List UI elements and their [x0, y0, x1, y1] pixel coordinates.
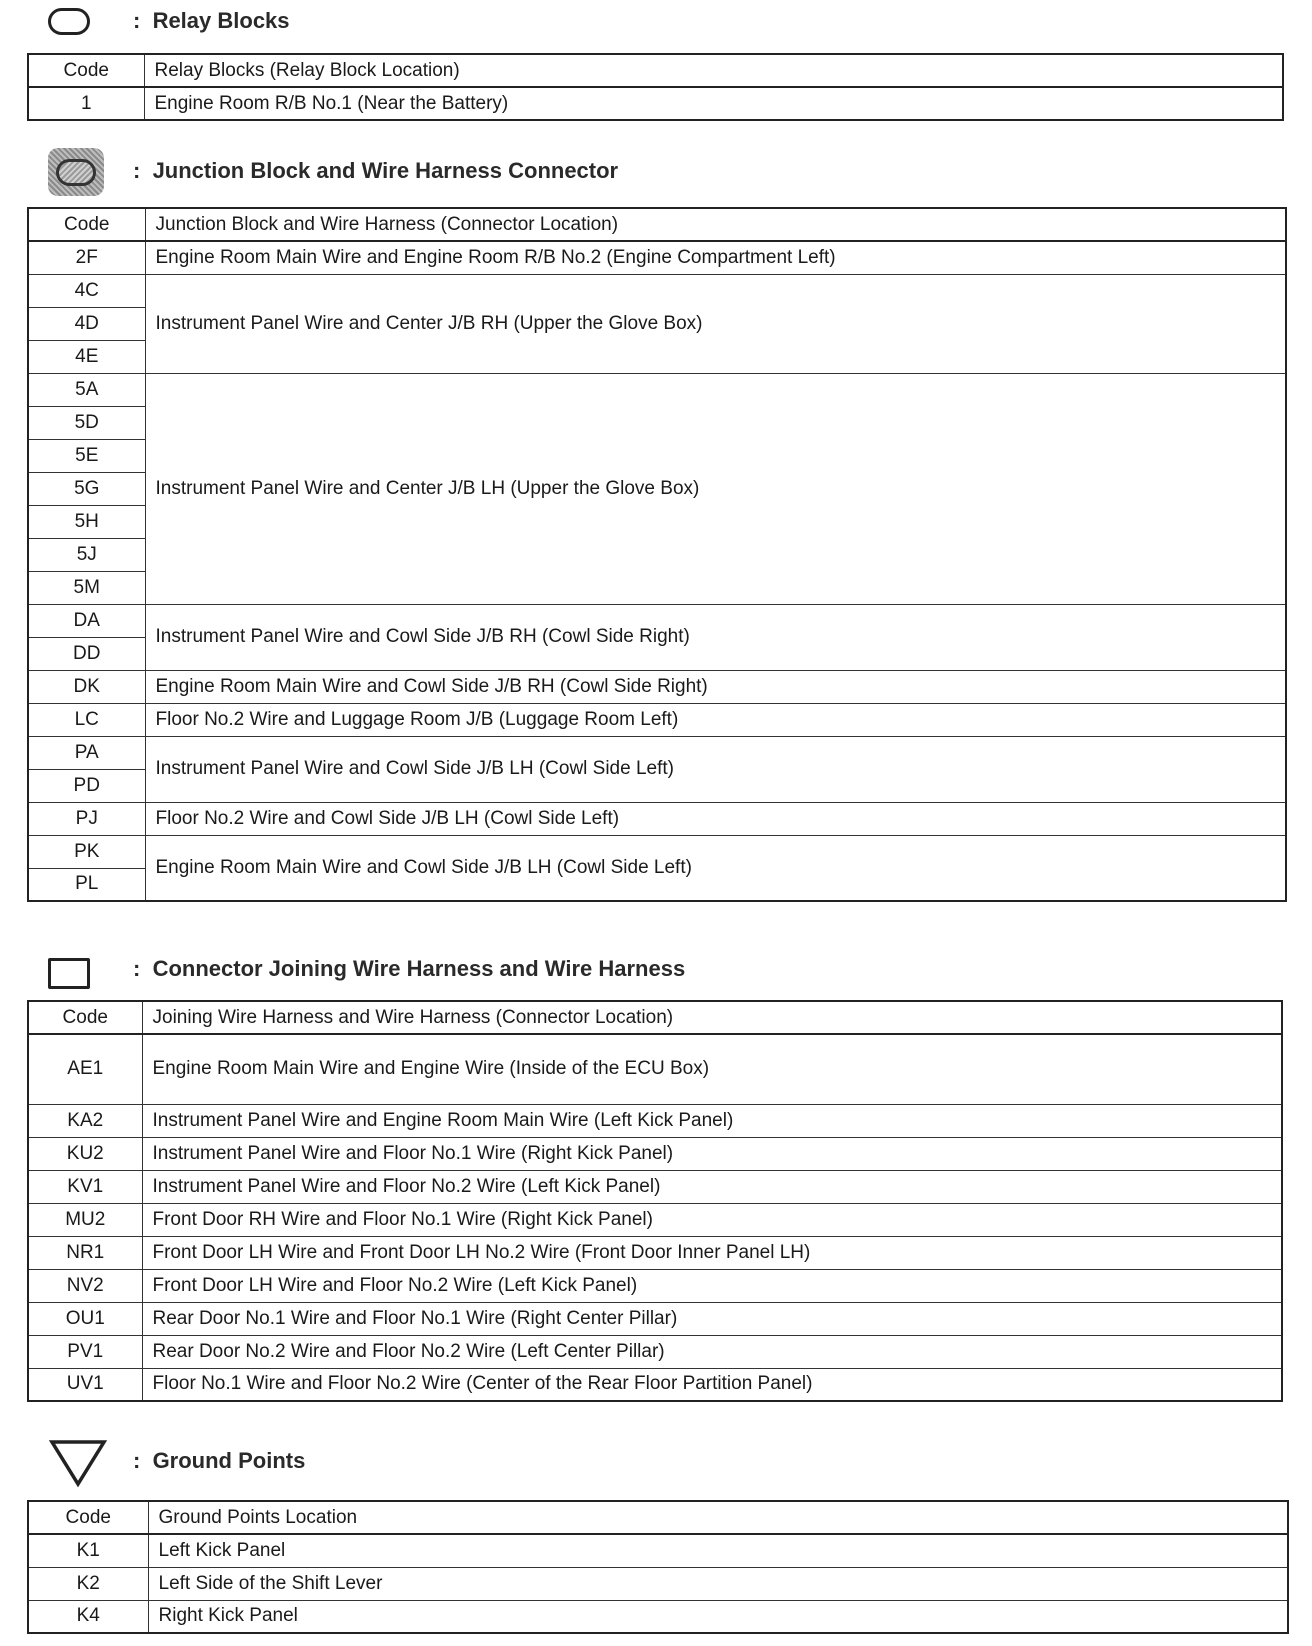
code-cell: 5J [28, 538, 145, 571]
code-cell: 4E [28, 340, 145, 373]
junction-block-table [27, 207, 1287, 902]
code-cell: AE1 [28, 1034, 142, 1104]
table-row [28, 1302, 1282, 1335]
description-cell: Left Kick Panel [148, 1534, 1288, 1567]
description-cell: Engine Room R/B No.1 (Near the Battery) [144, 87, 1283, 120]
table-row [28, 1567, 1288, 1600]
rectangle-outline-icon [48, 958, 90, 989]
table-row [28, 274, 1286, 307]
code-cell: 5E [28, 439, 145, 472]
section-heading-relay-blocks [0, 0, 1312, 44]
description-cell: Rear Door No.2 Wire and Floor No.2 Wire (Left Center Pillar) [142, 1335, 1282, 1368]
section-title: : Connector Joining Wire Harness and Wire Harness [133, 956, 686, 981]
code-cell: KA2 [28, 1104, 142, 1137]
code-cell: DD [28, 637, 145, 670]
connector-joining-table [27, 1000, 1283, 1402]
description-cell: Right Kick Panel [148, 1600, 1288, 1633]
code-cell: 4D [28, 307, 145, 340]
description-cell: Floor No.2 Wire and Luggage Room J/B (Luggage Room Left) [145, 703, 1286, 736]
code-cell: MU2 [28, 1203, 142, 1236]
table-row [28, 703, 1286, 736]
table-row [28, 1236, 1282, 1269]
description-cell: Engine Room Main Wire and Engine Room R/B No.2 (Engine Compartment Left) [145, 241, 1286, 274]
code-cell: K4 [28, 1600, 148, 1633]
section-title: : Relay Blocks [133, 8, 290, 33]
table-row [28, 241, 1286, 274]
table-row [28, 1170, 1282, 1203]
code-cell: 5A [28, 373, 145, 406]
table-row [28, 604, 1286, 637]
description-cell: Instrument Panel Wire and Center J/B LH (Upper the Glove Box) [145, 373, 1286, 604]
description-cell: Floor No.1 Wire and Floor No.2 Wire (Center of the Rear Floor Partition Panel) [142, 1368, 1282, 1401]
table-row [28, 1368, 1282, 1401]
section-title: : Junction Block and Wire Harness Connector [133, 158, 619, 183]
section-heading-junction-block [0, 150, 1312, 194]
description-cell: Left Side of the Shift Lever [148, 1567, 1288, 1600]
table-header-row [28, 208, 1286, 241]
code-cell: 5M [28, 571, 145, 604]
column-header-description: Junction Block and Wire Harness (Connector Location) [145, 208, 1286, 241]
section-title: : Ground Points [133, 1448, 306, 1473]
table-row [28, 1534, 1288, 1567]
table-row [28, 1104, 1282, 1137]
code-cell: PJ [28, 802, 145, 835]
code-cell: 5H [28, 505, 145, 538]
code-cell: PK [28, 835, 145, 868]
column-header-code: Code [28, 1001, 142, 1034]
description-cell: Instrument Panel Wire and Cowl Side J/B LH (Cowl Side Left) [145, 736, 1286, 802]
code-cell: 4C [28, 274, 145, 307]
table-row [28, 1034, 1282, 1104]
code-cell: LC [28, 703, 145, 736]
column-header-code: Code [28, 1501, 148, 1534]
description-cell: Front Door LH Wire and Front Door LH No.2 Wire (Front Door Inner Panel LH) [142, 1236, 1282, 1269]
code-cell: DK [28, 670, 145, 703]
description-cell: Engine Room Main Wire and Engine Wire (Inside of the ECU Box) [142, 1034, 1282, 1104]
description-cell: Instrument Panel Wire and Floor No.2 Wire (Left Kick Panel) [142, 1170, 1282, 1203]
code-cell: KU2 [28, 1137, 142, 1170]
description-cell: Engine Room Main Wire and Cowl Side J/B RH (Cowl Side Right) [145, 670, 1286, 703]
code-cell: PD [28, 769, 145, 802]
table-row [28, 1269, 1282, 1302]
code-cell: KV1 [28, 1170, 142, 1203]
table-row [28, 87, 1283, 120]
description-cell: Instrument Panel Wire and Engine Room Main Wire (Left Kick Panel) [142, 1104, 1282, 1137]
code-cell: 1 [28, 87, 144, 120]
table-row [28, 1335, 1282, 1368]
code-cell: NV2 [28, 1269, 142, 1302]
section-heading-ground-points [0, 1440, 1312, 1484]
ground-points-table [27, 1500, 1289, 1634]
table-row [28, 736, 1286, 769]
code-cell: 5D [28, 406, 145, 439]
description-cell: Instrument Panel Wire and Cowl Side J/B RH (Cowl Side Right) [145, 604, 1286, 670]
table-row [28, 802, 1286, 835]
table-row [28, 1600, 1288, 1633]
description-cell: Instrument Panel Wire and Floor No.1 Wire (Right Kick Panel) [142, 1137, 1282, 1170]
table-row [28, 1137, 1282, 1170]
code-cell: UV1 [28, 1368, 142, 1401]
table-row [28, 670, 1286, 703]
triangle-down-icon [48, 1438, 108, 1488]
code-cell: 2F [28, 241, 145, 274]
code-cell: OU1 [28, 1302, 142, 1335]
shaded-oval-icon [48, 148, 104, 196]
relay-blocks-table [27, 53, 1284, 121]
description-cell: Front Door LH Wire and Floor No.2 Wire (Left Kick Panel) [142, 1269, 1282, 1302]
description-cell: Rear Door No.1 Wire and Floor No.1 Wire (Right Center Pillar) [142, 1302, 1282, 1335]
oval-outline-icon [48, 8, 90, 35]
column-header-code: Code [28, 54, 144, 87]
description-cell: Engine Room Main Wire and Cowl Side J/B LH (Cowl Side Left) [145, 835, 1286, 901]
code-cell: PL [28, 868, 145, 901]
code-cell: NR1 [28, 1236, 142, 1269]
code-cell: PA [28, 736, 145, 769]
code-cell: 5G [28, 472, 145, 505]
code-cell: K2 [28, 1567, 148, 1600]
table-row [28, 373, 1286, 406]
code-cell: K1 [28, 1534, 148, 1567]
column-header-description: Ground Points Location [148, 1501, 1288, 1534]
code-cell: DA [28, 604, 145, 637]
section-heading-connector-joining [0, 948, 1312, 992]
description-cell: Instrument Panel Wire and Center J/B RH (Upper the Glove Box) [145, 274, 1286, 373]
table-header-row [28, 54, 1283, 87]
table-row [28, 1203, 1282, 1236]
table-header-row [28, 1001, 1282, 1034]
description-cell: Floor No.2 Wire and Cowl Side J/B LH (Cowl Side Left) [145, 802, 1286, 835]
table-header-row [28, 1501, 1288, 1534]
table-row [28, 835, 1286, 868]
column-header-description: Relay Blocks (Relay Block Location) [144, 54, 1283, 87]
column-header-code: Code [28, 208, 145, 241]
description-cell: Front Door RH Wire and Floor No.1 Wire (Right Kick Panel) [142, 1203, 1282, 1236]
code-cell: PV1 [28, 1335, 142, 1368]
shaded-oval-inner [56, 159, 96, 186]
column-header-description: Joining Wire Harness and Wire Harness (Connector Location) [142, 1001, 1282, 1034]
